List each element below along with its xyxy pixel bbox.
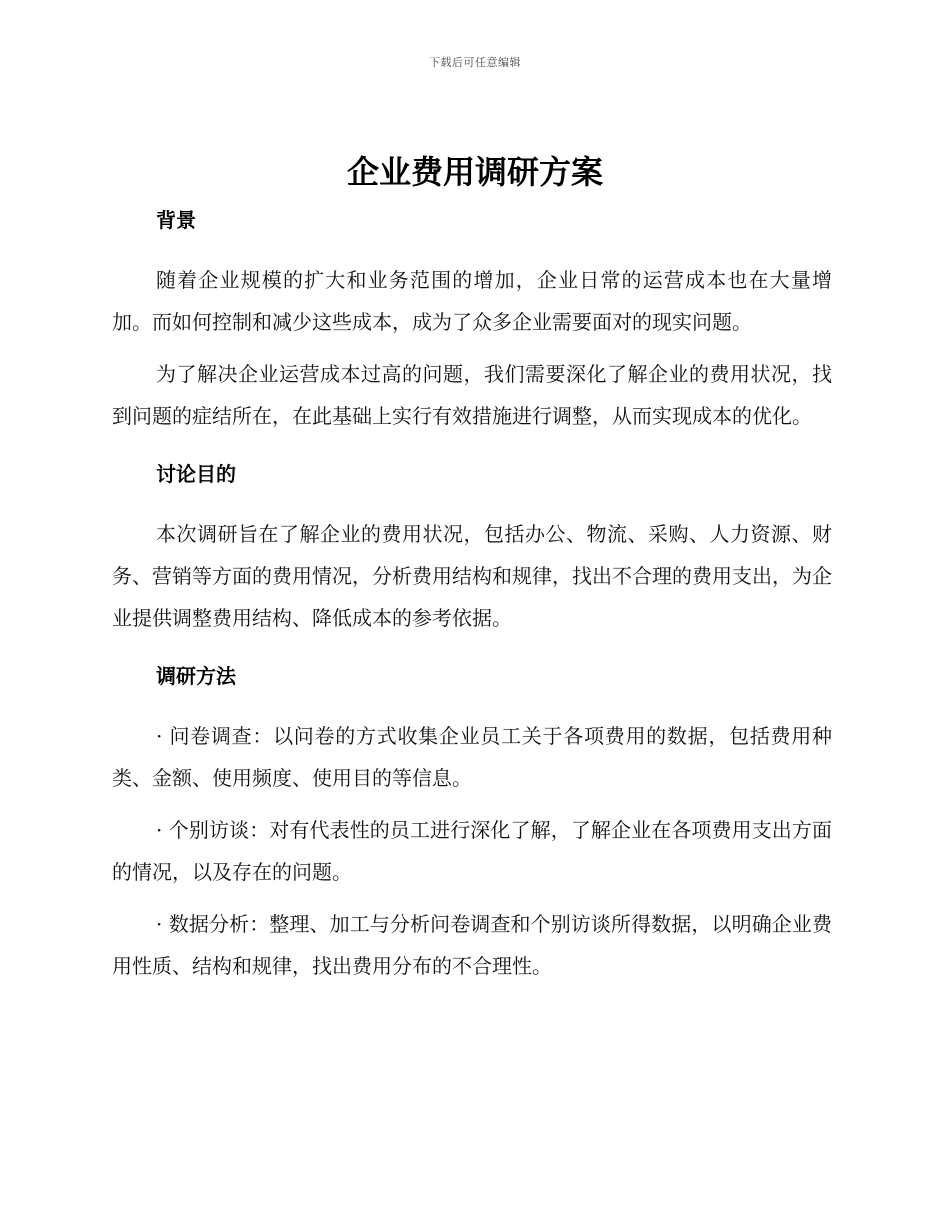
document-title: 企业费用调研方案 — [346, 153, 603, 191]
header-note: 下载后可任意编辑 — [429, 56, 521, 69]
section-heading-methods: 调研方法 — [156, 664, 236, 688]
background-paragraph-1: 随着企业规模的扩大和业务范围的增加，企业日常的运营成本也在大量增加。而如何控制和减少这些成本，成为了众多企业需要面对的现实问题。 — [112, 268, 832, 334]
method-data-analysis: · 数据分析：整理、加工与分析问卷调查和个别访谈所得数据，以明确企业费用性质、结构和规律，找出费用分布的不合理性。 — [112, 912, 832, 978]
background-paragraph-2: 为了解决企业运营成本过高的问题，我们需要深化了解企业的费用状况，找到问题的症结所在，在此基础上实行有效措施进行调整，从而实现成本的优化。 — [112, 362, 832, 428]
section-heading-purpose: 讨论目的 — [156, 462, 236, 486]
document-body — [112, 205, 832, 987]
method-interview: · 个别访谈：对有代表性的员工进行深化了解，了解企业在各项费用支出方面的情况，以及存在的问题。 — [112, 818, 832, 884]
purpose-paragraph: 本次调研旨在了解企业的费用状况，包括办公、物流、采购、人力资源、财务、营销等方面的费用情况，分析费用结构和规律，找出不合理的费用支出，为企业提供调整费用结构、降低成本的参考依据。 — [112, 522, 832, 630]
method-questionnaire: · 问卷调查：以问卷的方式收集企业员工关于各项费用的数据，包括费用种类、金额、使用频度、使用目的等信息。 — [112, 724, 832, 790]
section-heading-background: 背景 — [156, 208, 196, 232]
